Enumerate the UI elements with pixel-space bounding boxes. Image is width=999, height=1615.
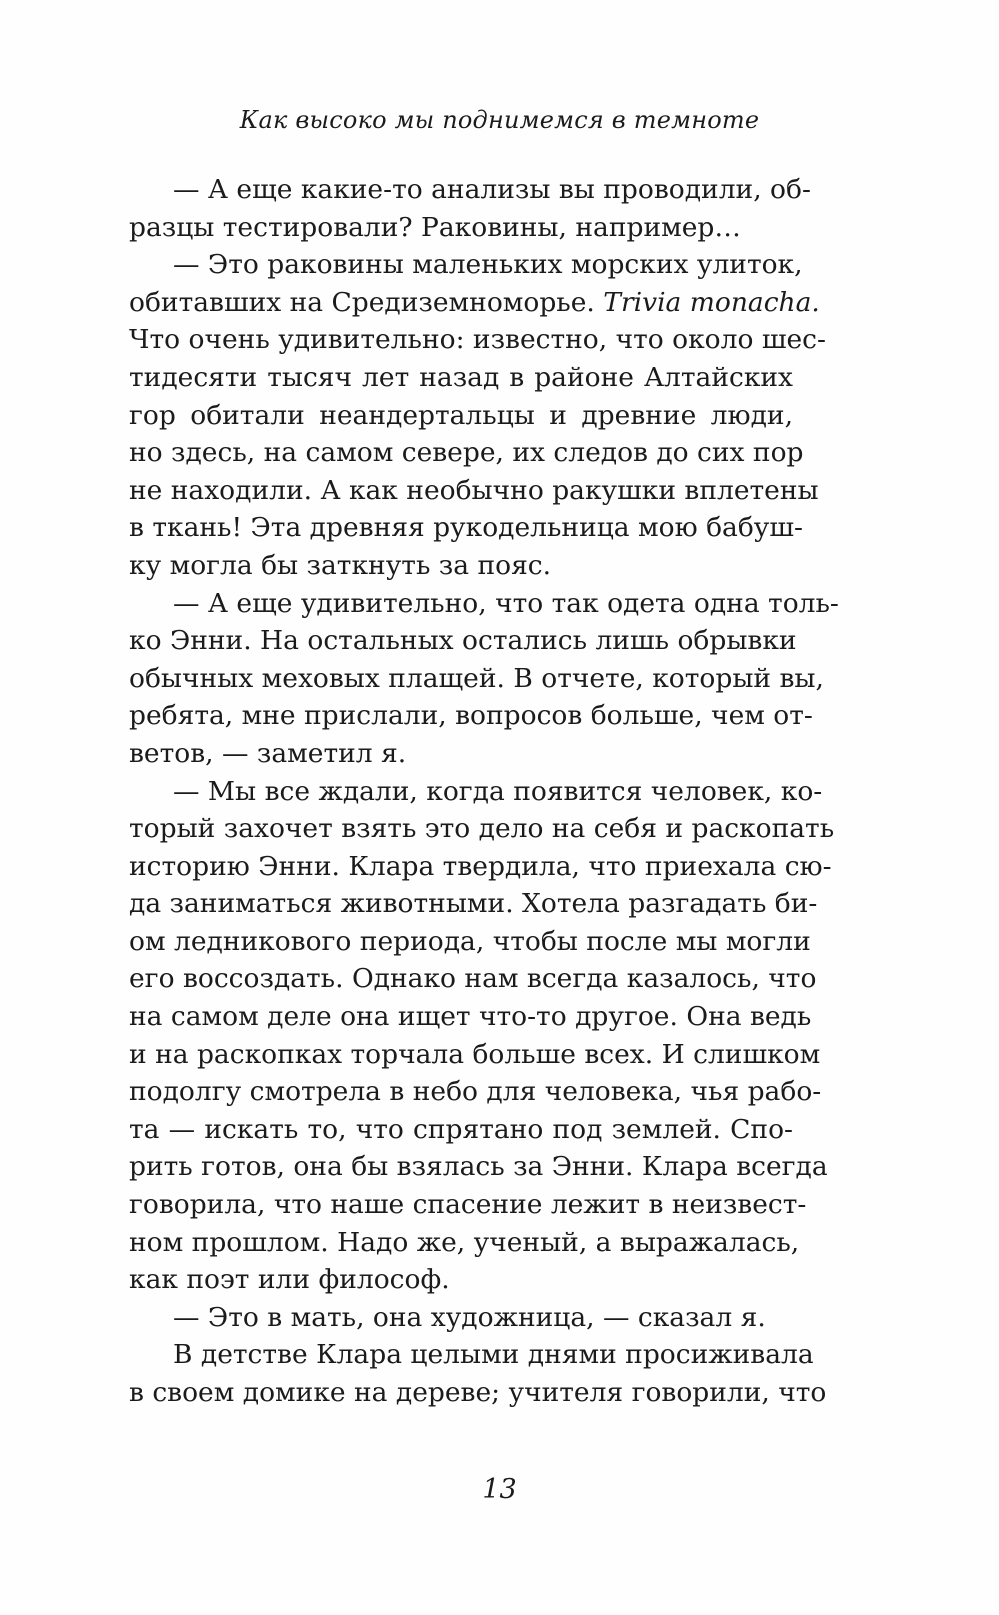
text-line: да заниматься животными. Хотела разгадать би- (129, 888, 818, 920)
running-head: Как высоко мы поднимемся в темноте (239, 106, 760, 134)
text-line: торый захочет взять это дело на себя и раскопать (129, 813, 835, 845)
text-line: тидесяти тысяч лет назад в районе Алтайских (129, 361, 793, 393)
text-line: — А еще какие-то анализы вы проводили, об- (173, 174, 811, 205)
body-text (129, 171, 839, 1412)
text-line: Что очень удивительно: известно, что около шес- (129, 324, 826, 356)
text-line: на самом деле она ищет что-то другое. Она ведь (129, 1001, 812, 1033)
text-line: ом ледникового периода, чтобы после мы могли (129, 925, 811, 957)
text-line: — Это в мать, она художница, — сказал я. (173, 1301, 766, 1333)
species-name: Trivia monacha. (603, 286, 820, 318)
text-line: в своем домике на дереве; учителя говорили, что (129, 1377, 827, 1408)
text-line: та — искать то, что спрятано под землей. Спо- (129, 1113, 793, 1145)
text-line: в ткань! Эта древняя рукодельница мою бабуш- (129, 512, 803, 544)
text-line: ном прошлом. Надо же, ученый, а выражалась, (129, 1226, 800, 1258)
text-line (129, 284, 820, 322)
text-line: ветов, — заметил я. (129, 737, 407, 769)
text-line: ку могла бы заткнуть за пояс. (129, 549, 552, 581)
text-line: разцы тестировали? Раковины, например… (129, 211, 741, 243)
text-line: — Мы все ждали, когда появится человек, ко- (173, 775, 823, 807)
text-line: ко Энни. На остальных остались лишь обрывки (129, 625, 797, 657)
text-line: — А еще удивительно, что так одета одна толь- (173, 587, 839, 619)
text-line: не находили. А как необычно ракушки вплетены (129, 474, 819, 506)
text-line: подолгу смотрела в небо для человека, чья рабо- (129, 1076, 822, 1108)
text-span: обитавших на Средиземноморье. (129, 286, 595, 318)
text-line: рить готов, она бы взялась за Энни. Клара всегда (129, 1151, 828, 1183)
text-line: его воссоздать. Однако нам всегда казалось, что (129, 963, 817, 995)
text-line: как поэт или философ. (129, 1264, 450, 1296)
text-line: ребята, мне прислали, вопросов больше, чем от- (129, 700, 813, 732)
text-line: обычных меховых плащей. В отчете, который вы, (129, 662, 824, 694)
text-line: но здесь, на самом севере, их следов до сих пор (129, 437, 804, 469)
text-line: гор обитали неандертальцы и древние люди, (129, 399, 793, 431)
text-line: историю Энни. Клара твердила, что приехала сю- (129, 850, 832, 882)
text-line: и на раскопках торчала больше всех. И слишком (129, 1038, 821, 1070)
text-line: — Это раковины маленьких морских улиток, (173, 249, 803, 281)
page-number: 13 (482, 1474, 517, 1505)
text-line: В детстве Клара целыми днями просиживала (173, 1339, 814, 1371)
text-line: говорила, что наше спасение лежит в неизвест- (129, 1189, 807, 1221)
